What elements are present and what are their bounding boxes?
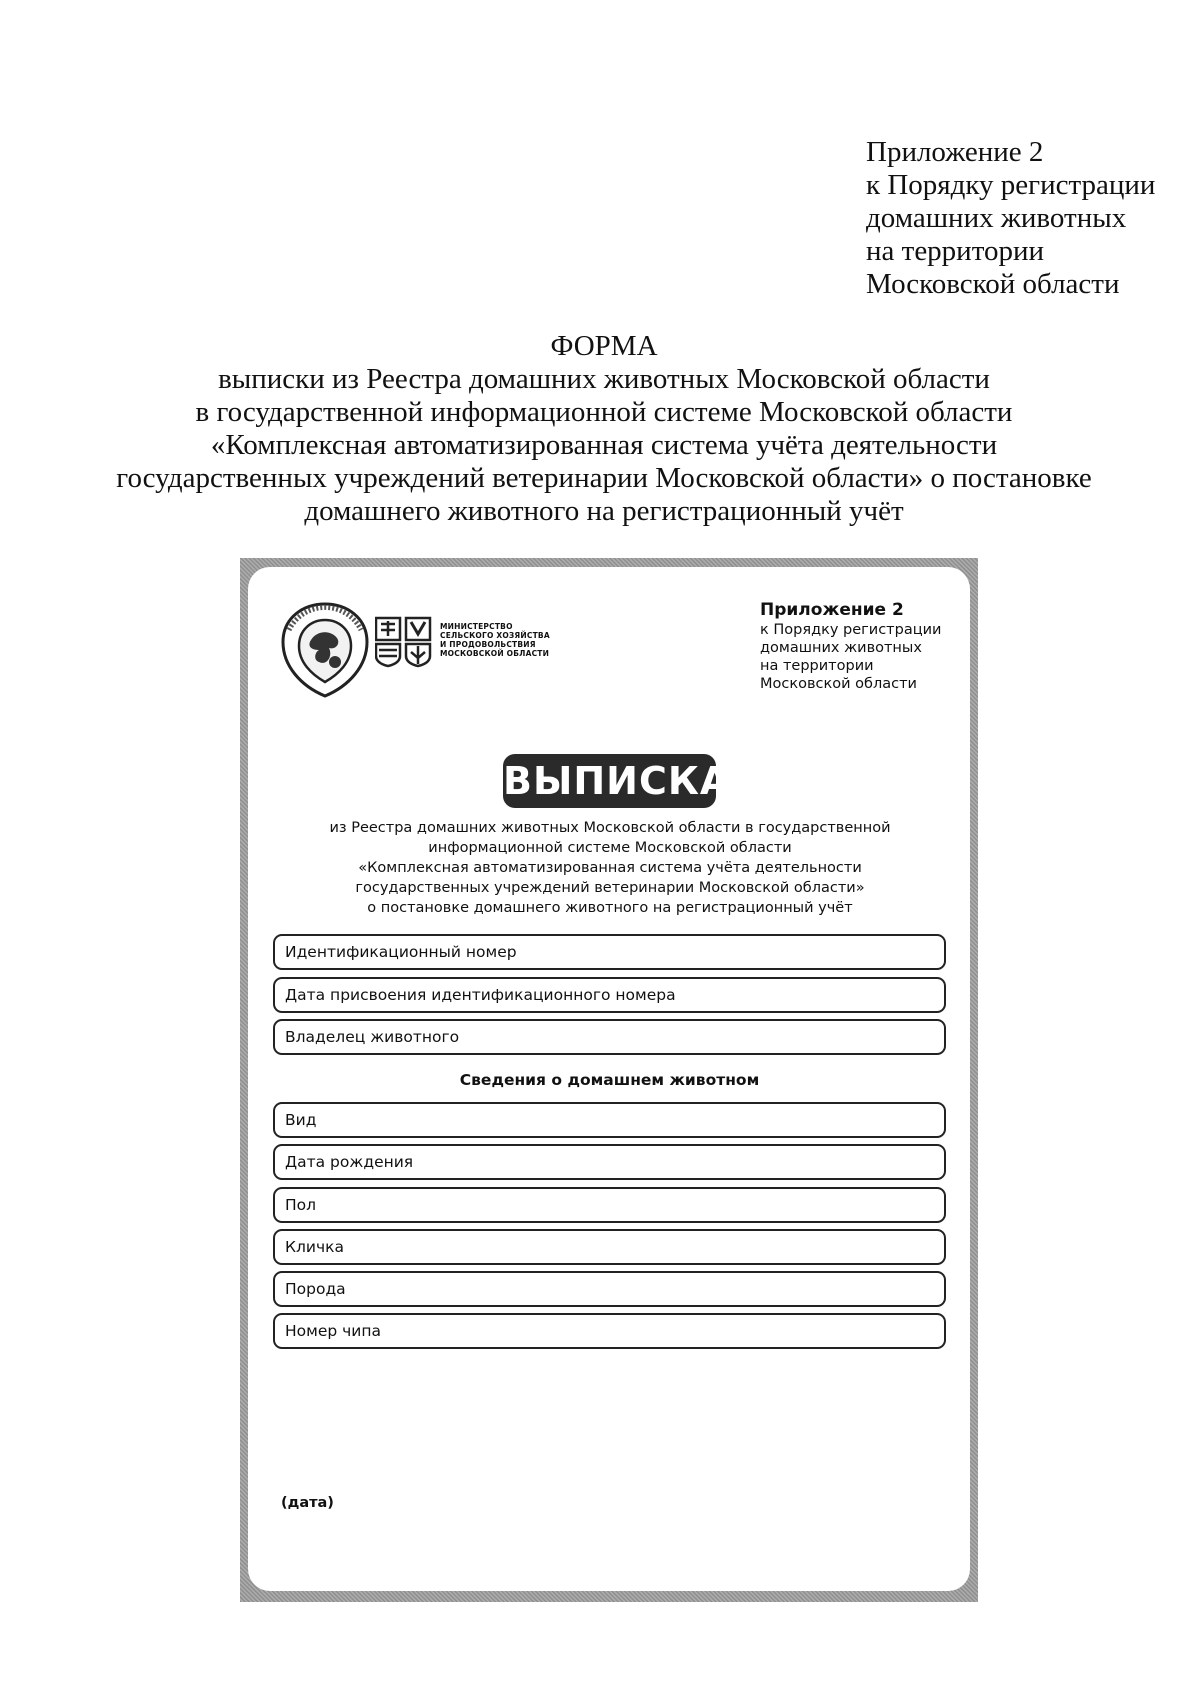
- subtitle-line: государственных учреждений ветеринарии Московской области»: [355, 880, 865, 896]
- ministry-name: [440, 622, 550, 658]
- subtitle-line: «Комплексная автоматизированная система учёта деятельности: [358, 860, 862, 876]
- field-species[interactable]: Вид: [273, 1102, 946, 1138]
- form-heading: ФОРМА: [550, 330, 658, 362]
- form-title: [60, 330, 1148, 528]
- field-name[interactable]: Кличка: [273, 1229, 946, 1265]
- field-id-number[interactable]: Идентификационный номер: [273, 934, 946, 970]
- form-title-line: государственных учреждений ветеринарии Московской области» о постановке: [116, 462, 1092, 494]
- field-owner[interactable]: Владелец животного: [273, 1019, 946, 1055]
- form-title-line: в государственной информационной системе Московской области: [195, 396, 1013, 428]
- ministry-emblem-icon: [375, 616, 433, 668]
- inner-appendix-line: Московской области: [760, 676, 917, 692]
- extract-subtitle: [300, 818, 920, 918]
- subtitle-line: из Реестра домашних животных Московской области в государственной: [329, 820, 891, 836]
- field-sex[interactable]: Пол: [273, 1187, 946, 1223]
- appendix-line: домашних животных: [866, 202, 1127, 234]
- form-title-line: «Комплексная автоматизированная система учёта деятельности: [210, 429, 998, 461]
- ministry-line: МИНИСТЕРСТВО: [440, 622, 513, 631]
- section-title: Сведения о домашнем животном: [459, 1071, 760, 1089]
- appendix-note: [866, 136, 1186, 301]
- inner-appendix-note: [760, 600, 960, 693]
- form-title-line: выписки из Реестра домашних животных Московской области: [218, 363, 990, 395]
- date-label: (дата): [281, 1495, 334, 1511]
- field-breed[interactable]: Порода: [273, 1271, 946, 1307]
- appendix-line: на территории: [866, 235, 1045, 267]
- extract-banner: ВЫПИСКА: [503, 754, 716, 808]
- subtitle-line: о постановке домашнего животного на регистрационный учёт: [367, 900, 853, 916]
- appendix-line: Приложение 2: [866, 136, 1044, 168]
- form-title-line: домашнего животного на регистрационный учёт: [304, 495, 904, 527]
- field-chip-number[interactable]: Номер чипа: [273, 1313, 946, 1349]
- ministry-line: И ПРОДОВОЛЬСТВИЯ: [440, 640, 536, 649]
- inner-appendix-title: Приложение 2: [760, 600, 904, 620]
- inner-appendix-line: домашних животных: [760, 640, 922, 656]
- field-birth-date[interactable]: Дата рождения: [273, 1144, 946, 1180]
- inner-appendix-line: на территории: [760, 658, 874, 674]
- ministry-line: СЕЛЬСКОГО ХОЗЯЙСТВА: [440, 631, 550, 640]
- ministry-line: МОСКОВСКОЙ ОБЛАСТИ: [440, 649, 550, 658]
- subtitle-line: информационной системе Московской области: [428, 840, 792, 856]
- appendix-line: Московской области: [866, 268, 1120, 300]
- appendix-line: к Порядку регистрации: [866, 169, 1156, 201]
- vet-service-emblem-icon: [275, 600, 375, 700]
- field-id-date[interactable]: Дата присвоения идентификационного номера: [273, 977, 946, 1013]
- inner-appendix-line: к Порядку регистрации: [760, 622, 942, 638]
